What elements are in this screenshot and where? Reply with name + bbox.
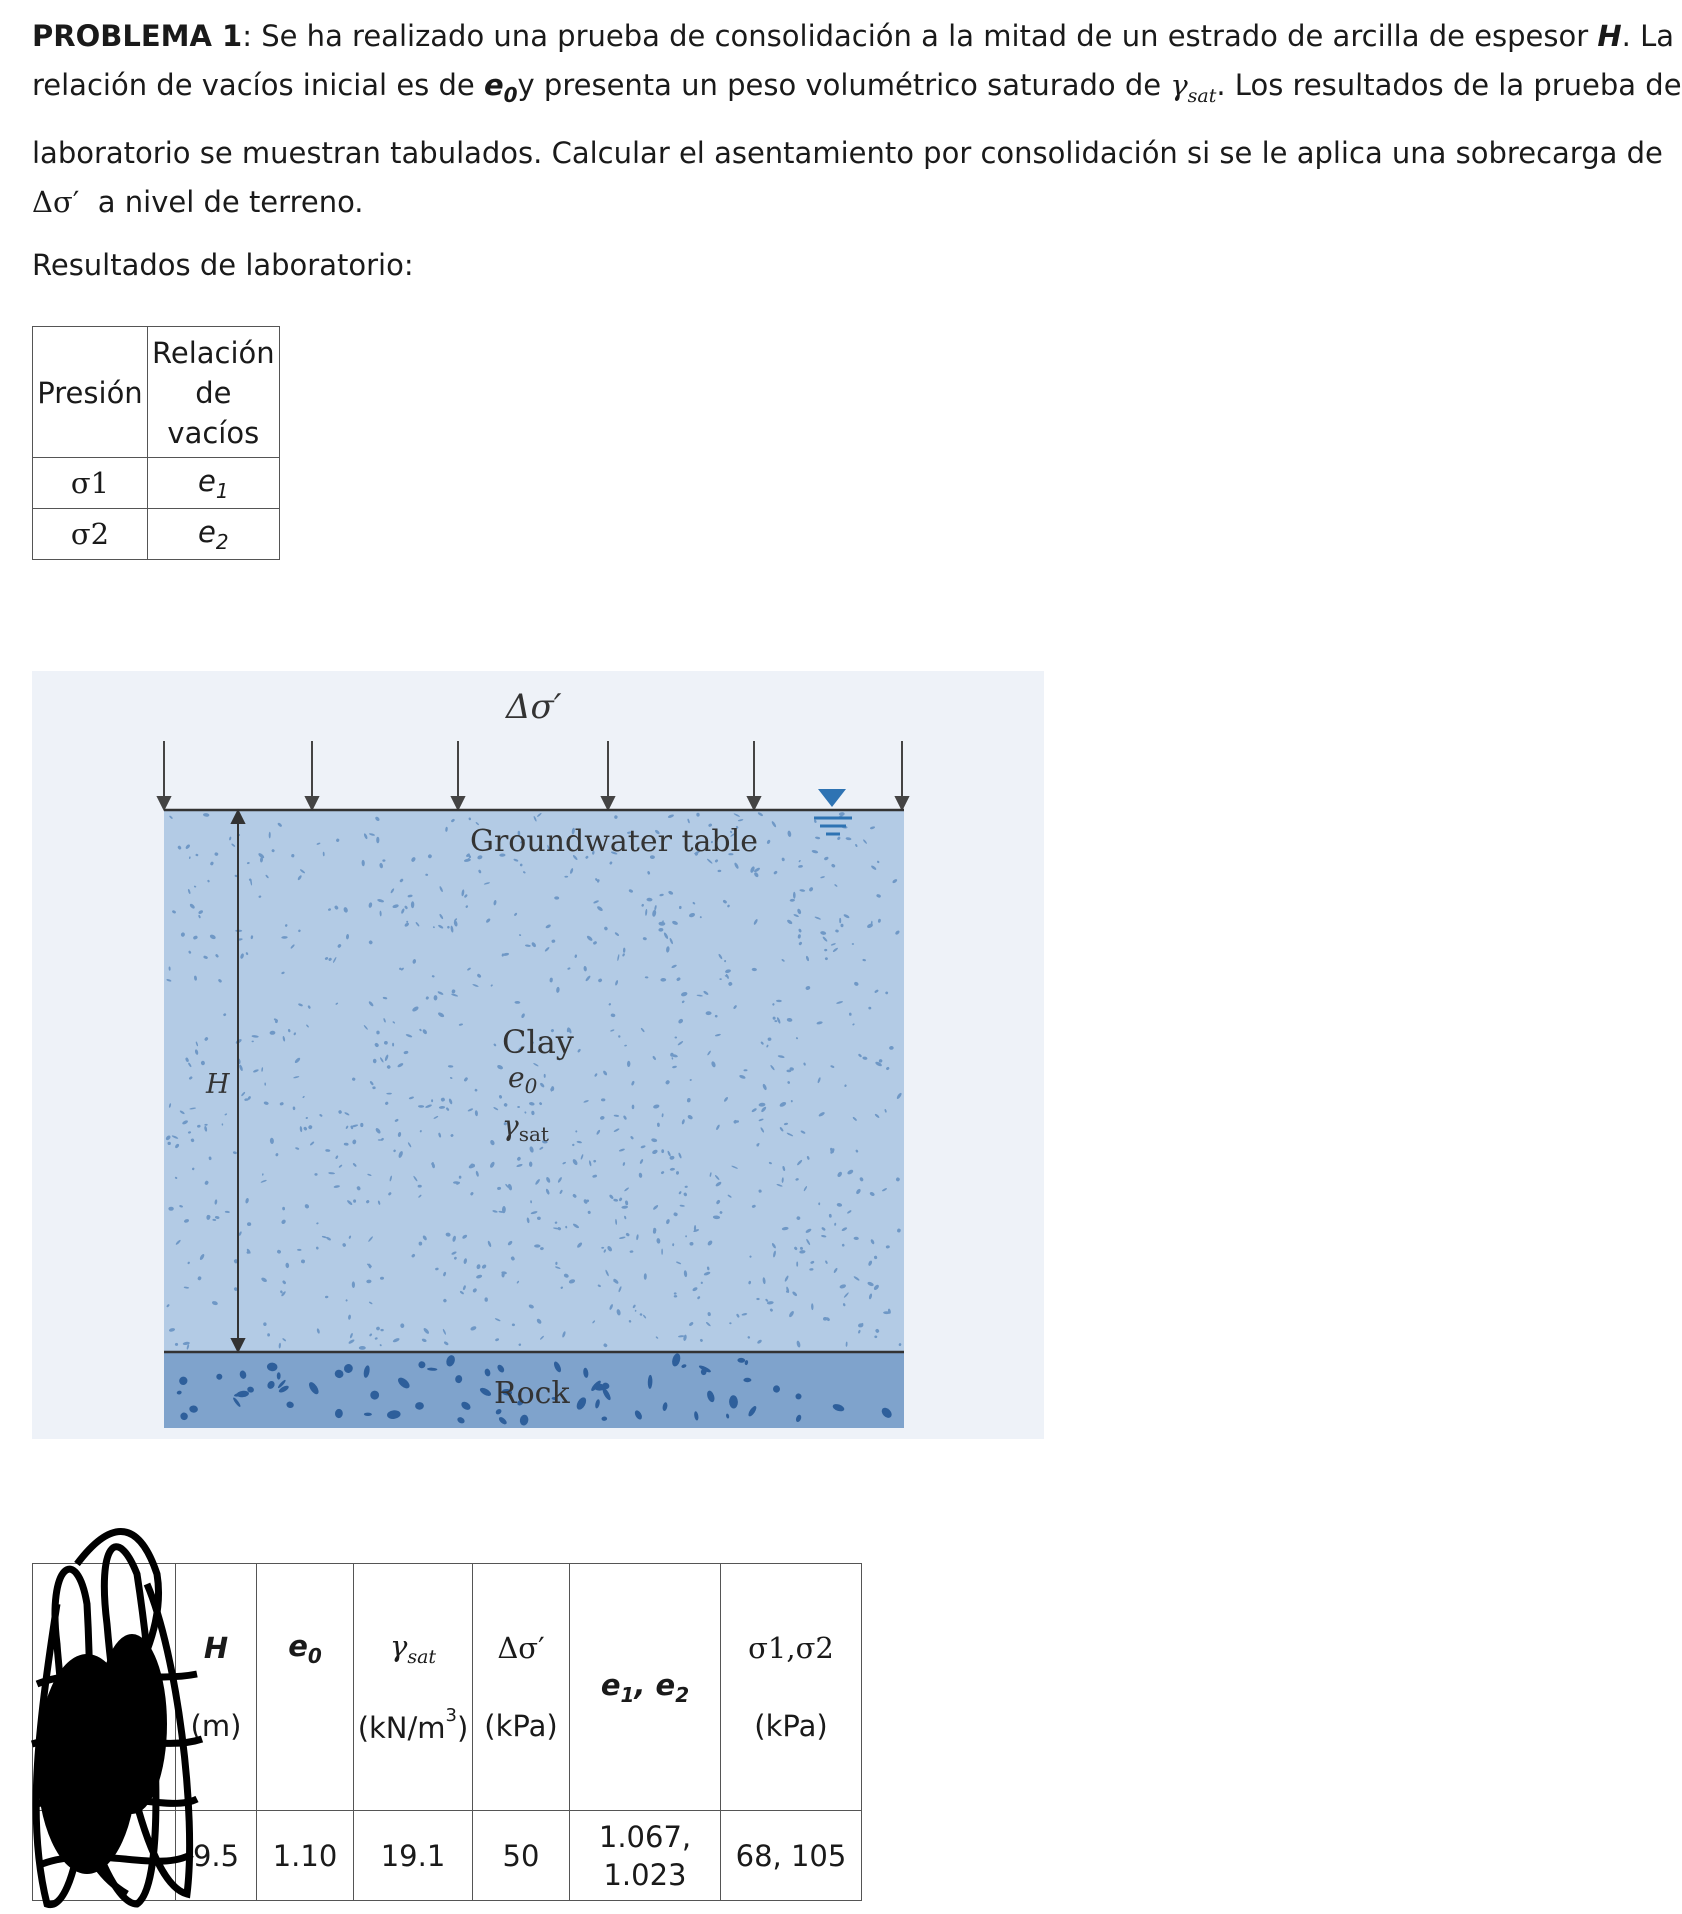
clay-label: Clay	[502, 1023, 574, 1061]
clay-speckle	[431, 1099, 433, 1102]
e0-header: $e_0$	[257, 1564, 354, 1811]
rock-speckle	[277, 1372, 281, 1379]
clay-speckle	[586, 1200, 589, 1203]
table-row	[33, 458, 280, 509]
delta-sigma-value: 50	[473, 1811, 570, 1901]
load-label: Δσ′	[506, 687, 562, 727]
clay-speckle	[632, 1105, 635, 1110]
void-ratio-cell: $e_2$	[148, 509, 280, 560]
var-e0: $e_0$	[483, 68, 518, 107]
data-table	[32, 1563, 862, 1901]
load-arrows	[158, 741, 908, 809]
void-ratio-cell: $e_1$	[148, 458, 280, 509]
sigma-value: 68, 105	[721, 1811, 862, 1901]
problem-line-4: Δσ′ a nivel de terreno.	[32, 184, 364, 219]
problem-line-2: relación de vacíos inicial es de $e_0y$ presenta un peso volumétrico saturado de $\gamma_{sat}$. Los resultados de la prueba de	[32, 68, 1682, 107]
lab-results-table	[32, 326, 280, 560]
clay-speckle	[247, 1222, 251, 1226]
rock-speckle	[743, 1378, 751, 1382]
var-gamma-sat: $\gamma_{sat}$	[1170, 68, 1217, 107]
data-table-header	[33, 1564, 862, 1811]
clay-speckle	[360, 1123, 363, 1127]
rock-speckle	[370, 1391, 379, 1400]
sigma-header: σ1,σ2 (kPa)	[721, 1564, 862, 1811]
e1-e2-value: 1.067, 1.023	[570, 1811, 721, 1901]
redacted-id-cell	[33, 1811, 176, 1901]
void-ratio-header: Relación de vacíos	[148, 327, 280, 458]
clay-speckle	[796, 1262, 798, 1267]
problem-text-1: Se ha realizado una prueba de consolidación a la mitad de un estrado de arcilla de espesor	[252, 19, 1598, 53]
diagram-svg	[32, 671, 1044, 1439]
lab-table-header	[33, 327, 280, 458]
problem-line-3: laboratorio se muestran tabulados. Calcular el asentamiento por consolidación si se le aplica una sobrecarga de	[32, 135, 1663, 170]
table-row	[33, 509, 280, 560]
clay-speckle	[168, 1207, 173, 1211]
pressure-cell: σ1	[33, 458, 148, 509]
clay-speckle	[618, 1035, 620, 1037]
var-delta-sigma: Δσ′	[32, 184, 80, 219]
groundwater-label: Groundwater table	[470, 824, 758, 859]
gamma-sat-label: $\gamma_{sat}$	[502, 1109, 549, 1146]
delta-sigma-header: Δσ′ (kPa)	[473, 1564, 570, 1811]
H-value: 9.5	[176, 1811, 257, 1901]
table-row	[33, 1811, 862, 1901]
redacted-id-header	[33, 1564, 176, 1811]
clay-layer-diagram	[32, 671, 1044, 1439]
pressure-header: Presión	[33, 327, 148, 458]
H-header: H (m)	[176, 1564, 257, 1811]
rock-label: Rock	[494, 1376, 570, 1411]
e0-label: $e_0$	[508, 1061, 538, 1098]
pressure-cell: σ2	[33, 509, 148, 560]
clay-speckle	[376, 837, 379, 844]
e1-e2-header: $e_1$, $e_2$	[570, 1564, 721, 1811]
e0-value: 1.10	[257, 1811, 354, 1901]
gamma-sat-header: $\gamma_{sat}$ $(kN/m^3)$	[354, 1564, 473, 1811]
thickness-label: H	[206, 1069, 230, 1100]
lab-results-heading: Resultados de laboratorio:	[32, 248, 414, 282]
problem-statement	[32, 12, 1682, 227]
clay-speckle	[719, 978, 722, 980]
problem-line-1: PROBLEMA 1: Se ha realizado una prueba de consolidación a la mitad de un estrado de arcilla de espesor H. La	[32, 19, 1675, 53]
problem-label: PROBLEMA 1	[32, 19, 243, 53]
var-H: H	[1597, 19, 1622, 53]
clay-speckle	[661, 1249, 663, 1255]
gamma-sat-value: 19.1	[354, 1811, 473, 1901]
clay-speckle	[601, 1098, 605, 1101]
